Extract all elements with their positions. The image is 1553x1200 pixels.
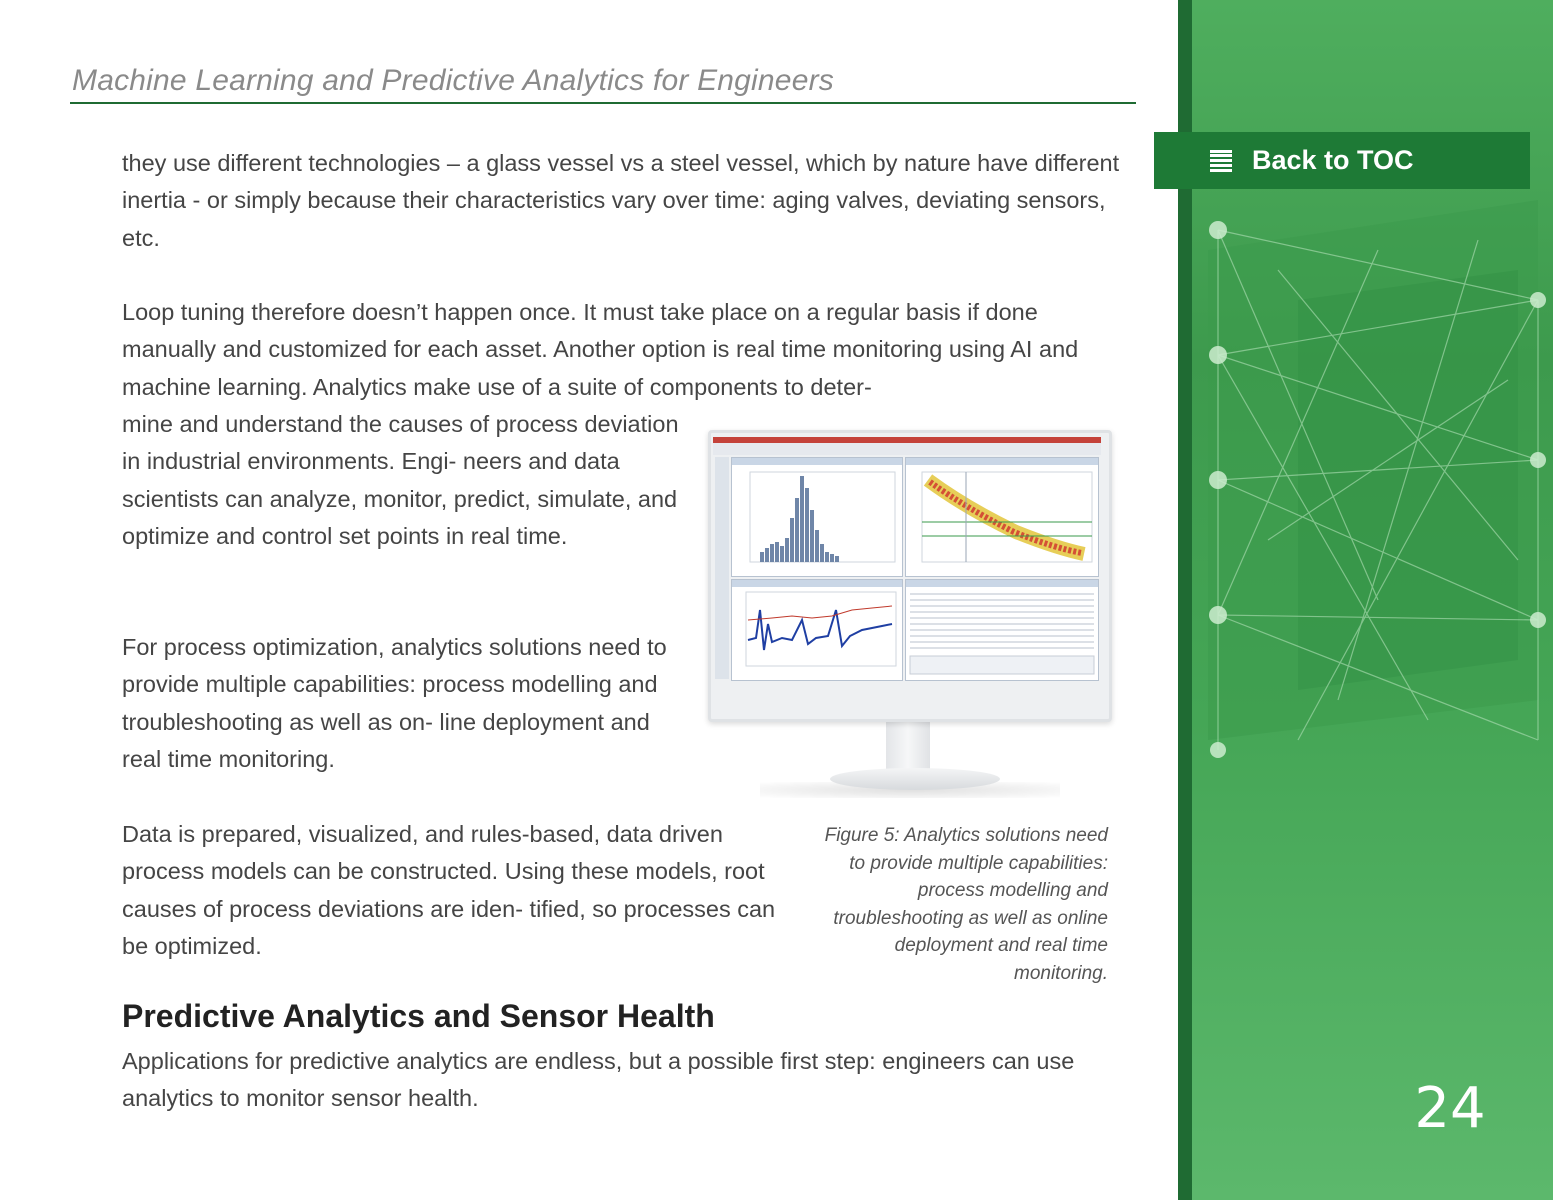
paragraph-5: Applications for predictive analytics are endless, but a possible first step: engineers can use analytics to monitor sensor health. [122, 1048, 1075, 1112]
monitor-base [830, 768, 1000, 790]
histogram-panel [731, 457, 903, 577]
app-menubar [713, 443, 1101, 455]
paragraph-2-continued: mine and understand the causes of process deviation in industrial environments. Engi- neers and data scientists can analyze, monitor, predict, simulate, and optimize and control set points in real time. [122, 411, 679, 549]
list-icon [1210, 150, 1232, 172]
paragraph-3: For process optimization, analytics solutions need to provide multiple capabilities: process modelling and troubleshooting as well as on- line deployment and real time monitoring. [122, 634, 667, 772]
monitor-screen [708, 430, 1112, 722]
scatter-graphic [906, 458, 1098, 576]
timeseries-graphic [732, 580, 902, 680]
section-heading: Predictive Analytics and Sensor Health [122, 998, 715, 1034]
statistics-table-graphic [906, 580, 1098, 680]
figure-monitor-image [700, 426, 1110, 806]
statistics-table-panel [905, 579, 1099, 681]
figure-caption: Figure 5: Analytics solutions need to provide multiple capabilities: process modelling and troubleshooting as well as online deployment and real time monitoring. [824, 825, 1108, 984]
paragraph-4: Data is prepared, visualized, and rules-based, data driven process models can be constructed. Using these models, root causes of process deviations are iden- tified, so processes can be optimized. [122, 821, 776, 959]
paragraph-2: Loop tuning therefore doesn’t happen once. It must take place on a regular basis if done manually and customized for each asset. Another option is real time monitoring using AI and machine learning. Analytics make use of a suite of components to deter- [122, 299, 1079, 400]
scatter-panel [905, 457, 1099, 577]
monitor-stand [886, 718, 930, 774]
app-sidebar [715, 457, 729, 679]
histogram-graphic [732, 458, 902, 576]
timeseries-panel [731, 579, 903, 681]
back-to-toc-label: Back to TOC [1252, 145, 1414, 175]
page-number: 24 [1414, 1076, 1486, 1141]
document-title: Machine Learning and Predictive Analytics for Engineers [72, 64, 834, 97]
paragraph-1: they use different technologies – a glass vessel vs a steel vessel, which by nature have different inertia - or simply because their characteristics vary over time: aging valves, deviating sensors, etc. [122, 150, 1120, 251]
back-to-toc-button[interactable] [1154, 132, 1530, 189]
header-rule [70, 102, 1136, 104]
